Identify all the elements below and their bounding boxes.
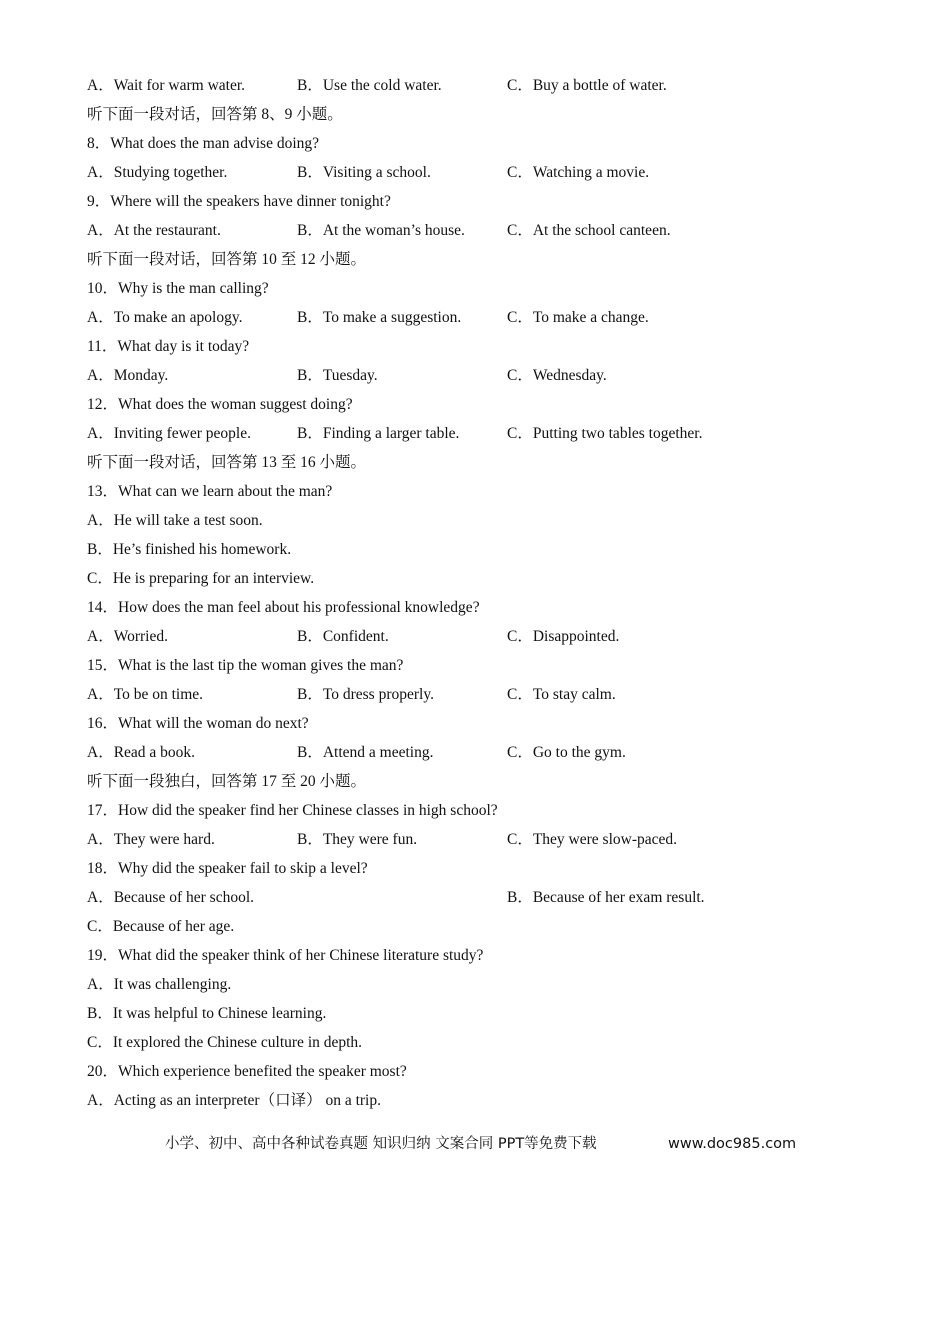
option-c: C．Watching a movie. (507, 164, 650, 181)
footer-promo-text: 小学、初中、高中各种试卷真题 知识归纳 文案合同 PPT等免费下载 (165, 1136, 597, 1152)
option-c: B．Because of her exam result. (507, 889, 705, 906)
page-footer (0, 1130, 950, 1158)
option-b: B．To make a suggestion. (297, 309, 462, 326)
option-b: B．At the woman’s house. (297, 222, 465, 239)
option-c: C．Wednesday. (507, 367, 607, 384)
text-line: 15．What is the last tip the woman gives the man? (87, 657, 404, 674)
text-line: 20．Which experience benefited the speaker most? (87, 1063, 407, 1080)
option-a: A．Wait for warm water. (87, 77, 246, 94)
option-b: B．To dress properly. (297, 686, 434, 703)
text-line: A．It was challenging. (87, 976, 232, 993)
text-line: C．Because of her age. (87, 918, 235, 935)
option-b: B．Tuesday. (297, 367, 378, 384)
text-line: 10．Why is the man calling? (87, 280, 269, 297)
text-line: A．Acting as an interpreter（口译） on a trip. (87, 1092, 381, 1109)
option-a: A．To make an apology. (87, 309, 243, 326)
option-c: C．Disappointed. (507, 628, 620, 645)
text-line: C．He is preparing for an interview. (87, 570, 315, 587)
text-line: 8．What does the man advise doing? (87, 135, 320, 152)
option-b: B．Finding a larger table. (297, 425, 460, 442)
text-line: 听下面一段对话，回答第 10 至 12 小题。 (87, 251, 367, 268)
text-line: 17．How did the speaker find her Chinese classes in high school? (87, 802, 498, 819)
text-line: 12．What does the woman suggest doing? (87, 396, 353, 413)
text-line: 19．What did the speaker think of her Chinese literature study? (87, 947, 484, 964)
text-line: 听下面一段对话，回答第 8、9 小题。 (87, 106, 343, 123)
option-c: C．To stay calm. (507, 686, 616, 703)
text-line: 13．What can we learn about the man? (87, 483, 333, 500)
option-b: B．Confident. (297, 628, 389, 645)
option-c: C．Putting two tables together. (507, 425, 703, 442)
text-line: 听下面一段对话，回答第 13 至 16 小题。 (87, 454, 367, 471)
text-line: 9．Where will the speakers have dinner tonight? (87, 193, 391, 210)
text-line: B．He’s finished his homework. (87, 541, 292, 558)
option-a: A．Read a book. (87, 744, 196, 761)
text-line: C．It explored the Chinese culture in depth. (87, 1034, 363, 1051)
text-line: 16．What will the woman do next? (87, 715, 309, 732)
text-line: 14．How does the man feel about his professional knowledge? (87, 599, 480, 616)
text-line: A．He will take a test soon. (87, 512, 263, 529)
option-c: C．They were slow-paced. (507, 831, 678, 848)
text-line: B．It was helpful to Chinese learning. (87, 1005, 327, 1022)
option-a: A．At the restaurant. (87, 222, 221, 239)
text-line: 18．Why did the speaker fail to skip a level? (87, 860, 368, 877)
option-a: A．To be on time. (87, 686, 204, 703)
option-a: A．They were hard. (87, 831, 215, 848)
option-b: B．They were fun. (297, 831, 418, 848)
option-b: B．Attend a meeting. (297, 744, 434, 761)
text-line: 听下面一段独白，回答第 17 至 20 小题。 (87, 773, 367, 790)
option-b: B．Visiting a school. (297, 164, 431, 181)
option-c: C．To make a change. (507, 309, 649, 326)
footer-website-link[interactable]: www.doc985.com (668, 1136, 797, 1152)
text-line: 11．What day is it today? (87, 338, 250, 355)
option-c: C．At the school canteen. (507, 222, 671, 239)
option-a: A．Studying together. (87, 164, 228, 181)
option-b: B．Use the cold water. (297, 77, 442, 94)
option-a: A．Monday. (87, 367, 169, 384)
option-a: A．Because of her school. (87, 889, 255, 906)
option-c: C．Go to the gym. (507, 744, 626, 761)
option-c: C．Buy a bottle of water. (507, 77, 667, 94)
option-a: A．Inviting fewer people. (87, 425, 251, 442)
option-a: A．Worried. (87, 628, 168, 645)
